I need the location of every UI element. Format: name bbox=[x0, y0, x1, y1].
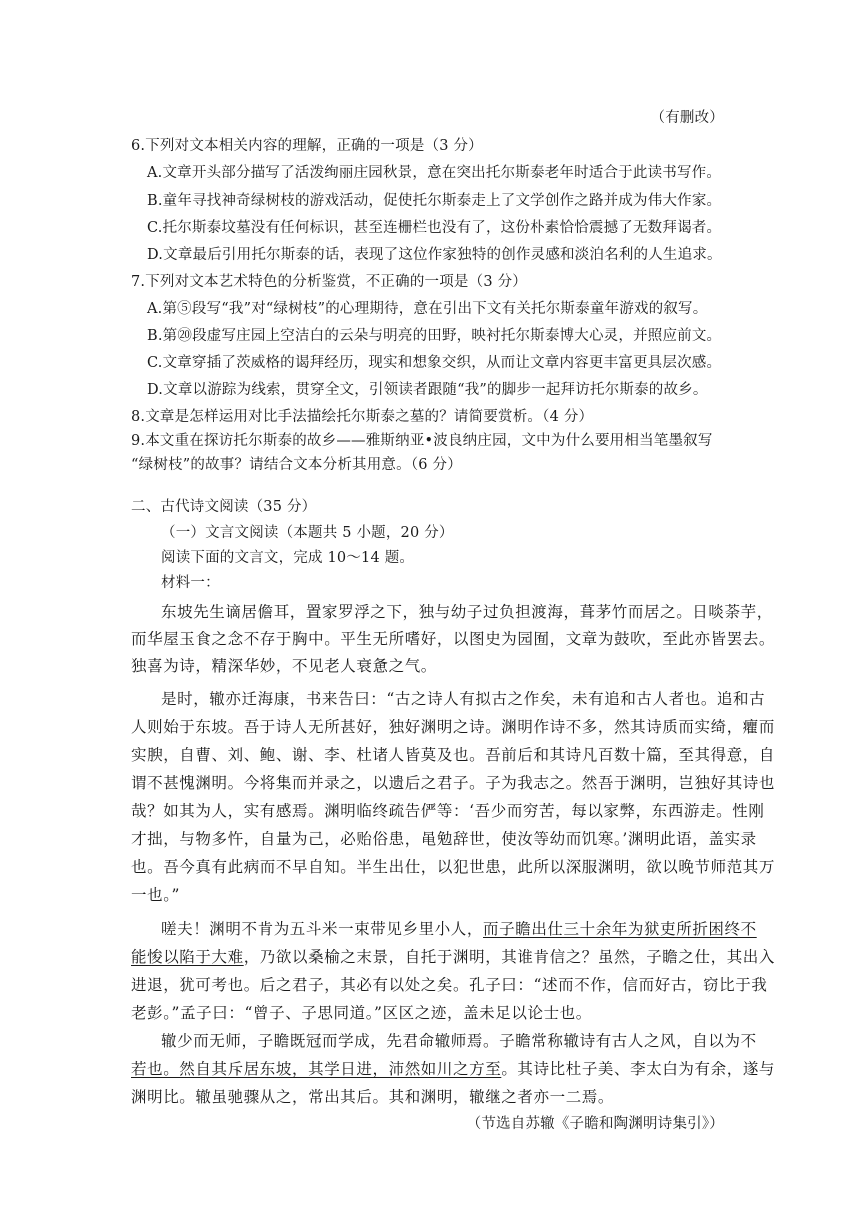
question-6-stem: 6.下列对文本相关内容的理解，正确的一项是（3 分） bbox=[131, 138, 483, 154]
section-title: 二、古代诗文阅读（35 分） bbox=[131, 499, 317, 515]
passage-p4-underlined: 若也。然自其斥居东坡，其学日进，沛然如川之方至 bbox=[131, 1060, 502, 1078]
question-7-option-a: A.第⑤段写“我”对“绿树枝”的心理期待，意在引出下文有关托尔斯泰童年游戏的叙写。 bbox=[147, 301, 708, 317]
passage-p3-line-4: 老彭。”孟子曰：“曾子、子思同道。”区区之迹，盖未足以论士也。 bbox=[131, 1004, 592, 1022]
passage-p2-line-6: 才拙，与物多忤，自量为己，必贻俗患，黾勉辞世，使汝等幼而饥寒。’渊明此语，盖实录 bbox=[131, 830, 757, 848]
passage-p3-line-3: 进退，犹可考也。后之君子，其必有以处之矣。孔子曰：“述而不作，信而好古，窃比于我 bbox=[131, 976, 768, 994]
question-8: 8.文章是怎样运用对比手法描绘托尔斯泰之墓的？请简要赏析。（4 分） bbox=[131, 409, 594, 425]
question-6-option-a: A.文章开头部分描写了活泼绚丽庄园秋景，意在突出托尔斯泰老年时适合于此读书写作。 bbox=[147, 165, 722, 181]
passage-p3-line-2 bbox=[131, 946, 775, 968]
passage-p1-line-3: 独喜为诗，精深华妙，不见老人衰惫之气。 bbox=[131, 657, 437, 675]
passage-p3-line-1 bbox=[161, 918, 757, 940]
question-6-option-c: C.托尔斯泰坟墓没有任何标识，甚至连栅栏也没有了，这份朴素恰恰震撼了无数拜谒者。 bbox=[147, 220, 722, 236]
section-instruction: 阅读下面的文言文，完成 10～14 题。 bbox=[161, 550, 415, 566]
question-7-option-c: C.文章穿插了茨威格的谒拜经历，现实和想象交织，从而让文章内容更丰富更具层次感。 bbox=[147, 355, 722, 371]
passage-p3-underlined-1: 而子瞻出仕三十余年为狱吏所折困终不 bbox=[483, 920, 757, 938]
passage-p1-line-2: 而华屋玉食之念不存于胸中。平生无所嗜好，以图史为园囿，文章为鼓吹，至此亦皆罢去。 bbox=[131, 630, 776, 648]
passage-p2-line-2: 人则始于东坡。吾于诗人无所甚好，独好渊明之诗。渊明作诗不多，然其诗质而实绮，癯而 bbox=[131, 718, 776, 736]
passage-p1-line-1: 东坡先生谪居儋耳，置家罗浮之下，独与幼子过负担渡海，葺茅竹而居之。日啖荼芋， bbox=[161, 603, 773, 621]
question-6-option-b: B.童年寻找神奇绿树枝的游戏活动，促使托尔斯泰走上了文学创作之路并成为伟大作家。 bbox=[147, 193, 722, 209]
passage-p4-line-3: 渊明比。辙虽驰骤从之，常出其后。其和渊明，辙继之者亦一二焉。 bbox=[131, 1088, 615, 1106]
passage-p2-line-4: 谓不甚愧渊明。今将集而并录之，以遗后之君子。子为我志之。然吾于渊明，岂独好其诗也 bbox=[131, 774, 776, 792]
passage-p3-line-2-text: ，乃欲以桑榆之末景，自托于渊明，其谁肯信之？虽然，子瞻之仕，其出入 bbox=[243, 948, 776, 966]
question-6-option-d: D.文章最后引用托尔斯泰的话，表现了这位作家独特的创作灵感和淡泊名利的人生追求。 bbox=[147, 247, 722, 263]
passage-p4-line-2 bbox=[131, 1058, 775, 1080]
passage-p2-line-8: 一也。” bbox=[131, 886, 181, 904]
question-7-option-b: B.第⑳段虚写庄园上空洁白的云朵与明亮的田野，映衬托尔斯泰博大心灵，并照应前文。 bbox=[147, 328, 722, 344]
passage-p2-line-1: 是时，辙亦迁海康，书来告曰：“古之诗人有拟古之作矣，未有追和古人者也。追和古 bbox=[161, 690, 766, 708]
passage-p2-line-7: 也。吾今真有此病而不早自知。半生出仕，以犯世患，此所以深服渊明，欲以晚节师范其万 bbox=[131, 858, 776, 876]
passage-p4-line-1: 辙少而无师，子瞻既冠而学成，先君命辙师焉。子瞻常称辙诗有古人之风，自以为不 bbox=[161, 1032, 757, 1050]
section-subtitle: （一）文言文阅读（本题共 5 小题，20 分） bbox=[161, 525, 454, 541]
passage-source: （节选自苏辙《子瞻和陶渊明诗集引》） bbox=[466, 1116, 724, 1132]
question-7-option-d: D.文章以游踪为线索，贯穿全文，引领读者跟随“我”的脚步一起拜访托尔斯泰的故乡。 bbox=[147, 382, 708, 398]
passage-p3-line-1-text: 嗟夫！渊明不肯为五斗米一束带见乡里小人， bbox=[161, 920, 484, 938]
source-note: （有删改） bbox=[650, 110, 724, 126]
question-7-stem: 7.下列对文本艺术特色的分析鉴赏，不正确的一项是（3 分） bbox=[131, 274, 527, 290]
passage-p2-line-5: 哉？如其为人，实有感焉。渊明临终疏告俨等：‘吾少而穷苦，每以家弊，东西游走。性刚 bbox=[131, 802, 765, 820]
question-9-line-2: “绿树枝”的故事？请结合文本分析其用意。（6 分） bbox=[131, 457, 462, 473]
passage-p3-underlined-2: 能悛以陷于大难 bbox=[131, 948, 244, 966]
material-label: 材料一： bbox=[161, 575, 220, 591]
question-9-line-1: 9.本文重在探访托尔斯泰的故乡——雅斯纳亚•波良纳庄园，文中为什么要用相当笔墨叙写 bbox=[131, 433, 713, 449]
passage-p2-line-3: 实腴，自曹、刘、鲍、谢、李、杜诸人皆莫及也。吾前后和其诗凡百数十篇，至其得意，自 bbox=[131, 746, 776, 764]
passage-p4-line-2-text: 。其诗比杜子美、李太白为有余，遂与 bbox=[501, 1060, 776, 1078]
